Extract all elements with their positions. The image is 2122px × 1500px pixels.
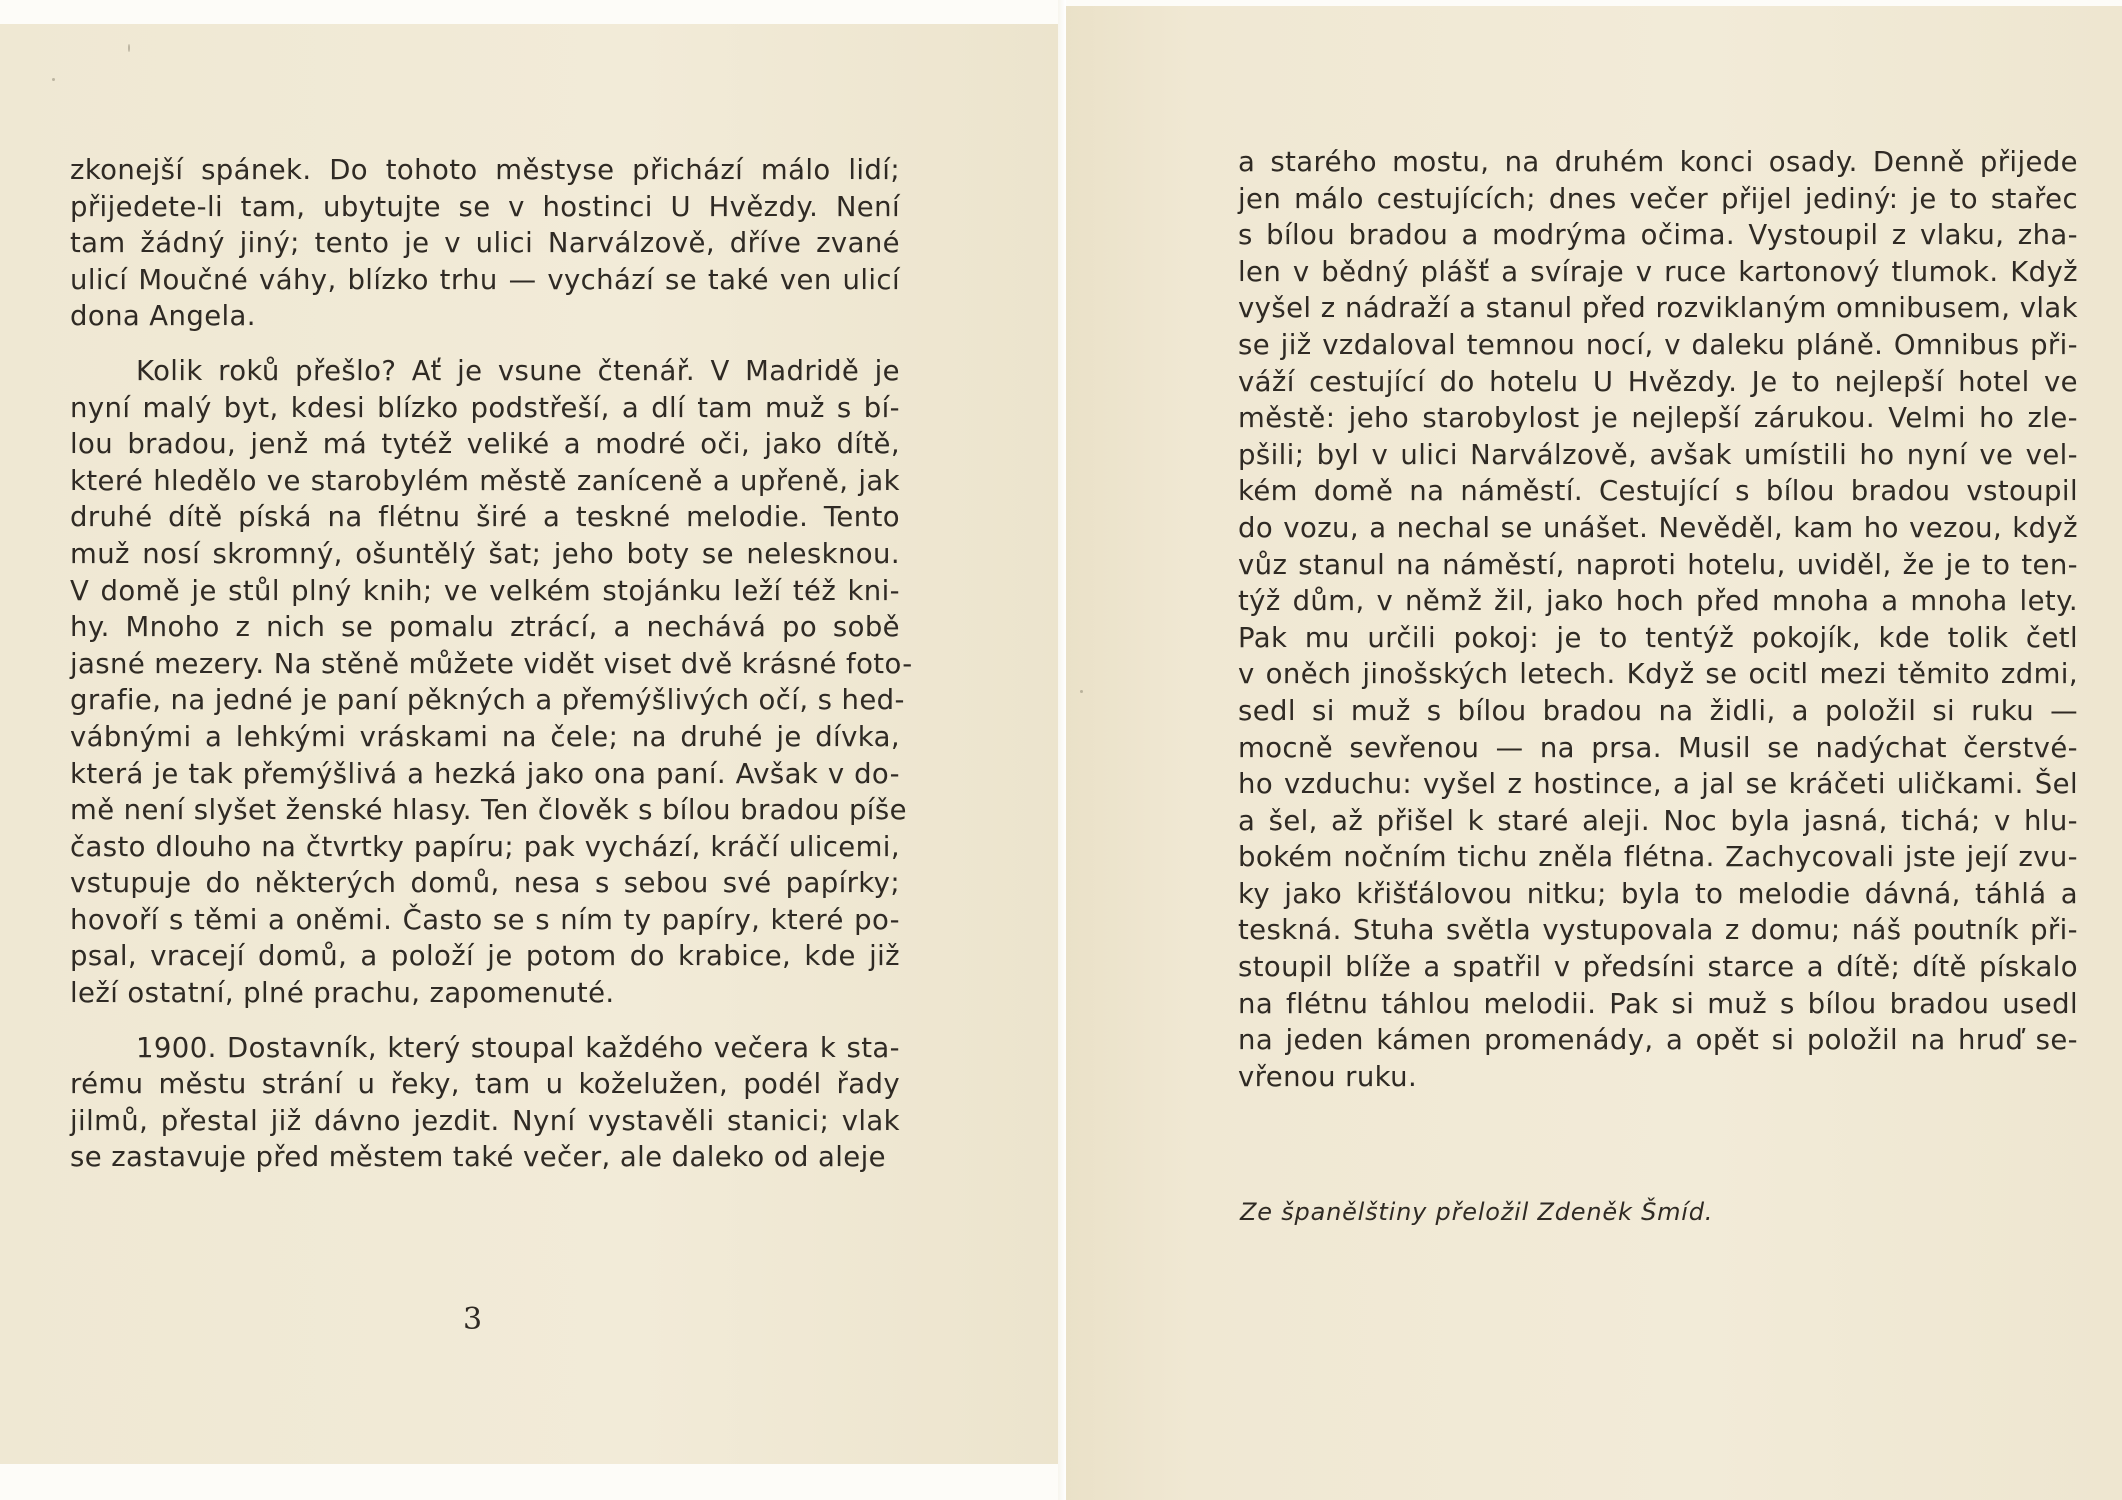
- text-line: sedl si muž s bílou bradou na židli, a položil si ruku —: [1238, 694, 2078, 727]
- text-line: teskná. Stuha světla vystupovala z domu; náš poutník při-: [1238, 914, 2078, 947]
- text-line: vůz stanul na náměstí, naproti hotelu, uviděl, že je to ten-: [1238, 548, 2078, 581]
- text-line: vstupuje do některých domů, nesa s sebou své papírky;: [70, 867, 900, 900]
- text-line: 1900. Dostavník, který stoupal každého večera k sta-: [136, 1031, 900, 1064]
- text-line: a starého mostu, na druhém konci osady. Denně přijede: [1238, 146, 2078, 178]
- text-line: dona Angela.: [70, 300, 256, 333]
- text-line: na jeden kámen promenády, a opět si položil na hruď se-: [1238, 1024, 2078, 1057]
- book-gutter: [1058, 0, 1066, 1500]
- text-line: V domě je stůl plný knih; ve velkém stojánku leží též kni-: [70, 574, 900, 607]
- text-line: do vozu, a nechal se unášet. Nevěděl, kam ho vezou, když: [1238, 511, 2078, 544]
- text-line: vřenou ruku.: [1238, 1060, 1418, 1093]
- paper-speck: [1080, 690, 1083, 693]
- page-number: 3: [463, 1302, 483, 1337]
- text-line: v oněch jinošských letech. Když se ocitl mezi těmito zdmi,: [1238, 658, 2078, 691]
- text-line: pšili; byl v ulici Narválzově, avšak umístili ho nyní ve vel-: [1238, 438, 2078, 471]
- text-line: ho vzduchu: vyšel z hostince, a jal se kráčeti uličkami. Šel: [1238, 768, 2078, 801]
- text-line: ulicí Moučné váhy, blízko trhu — vychází se také ven ulicí: [70, 263, 900, 296]
- text-line: grafie, na jedné je paní pěkných a přemýšlivých očí, s hed-: [70, 684, 905, 717]
- text-line: Pak mu určili pokoj: je to tentýž pokojík, kde tolik četl: [1238, 621, 2078, 654]
- text-line: hy. Mnoho z nich se pomalu ztrácí, a nechává po sobě: [70, 611, 900, 644]
- text-line: tam žádný jiný; tento je v ulici Narválzově, dříve zvané: [70, 227, 900, 260]
- text-line: mě není slyšet ženské hlasy. Ten člověk s bílou bradou píše: [70, 794, 907, 827]
- left-page-text: [70, 152, 913, 1176]
- text-line: jilmů, přestal již dávno jezdit. Nyní vystavěli stanici; vlak: [70, 1104, 900, 1137]
- text-line: stoupil blíže a spatřil v předsíni starce a dítě; dítě pískalo: [1238, 951, 2078, 984]
- text-line: často dlouho na čtvrtky papíru; pak vychází, kráčí ulicemi,: [70, 830, 900, 863]
- text-line: a šel, až přišel k staré aleji. Noc byla jasná, tichá; v hlu-: [1238, 804, 2078, 837]
- text-line: leží ostatní, plné prachu, zapomenuté.: [70, 977, 615, 1010]
- text-line: bokém nočním tichu zněla flétna. Zachycovali jste její zvu-: [1238, 841, 2078, 874]
- text-line: městě: jeho starobylost je nejlepší zárukou. Velmi ho zle-: [1238, 402, 2078, 435]
- text-line: psal, vracejí domů, a položí je potom do krabice, kde již: [70, 940, 900, 973]
- text-line: lou bradou, jenž má tytéž veliké a modré oči, jako dítě,: [70, 428, 900, 461]
- text-line: týž dům, v němž žil, jako hoch před mnoha a mnoha lety.: [1238, 585, 2078, 618]
- paragraph: [70, 152, 900, 335]
- paragraph: [1238, 144, 2078, 1095]
- text-line: mocně sevřenou — na prsa. Musil se nadýchat čerstvé-: [1238, 731, 2078, 764]
- text-line: které hledělo ve starobylém městě zaníceně a upřeně, jak: [70, 464, 900, 497]
- text-line: muž nosí skromný, ošuntělý šat; jeho boty se nelesknou.: [70, 537, 900, 570]
- text-line: len v bědný plášť a svíraje v ruce kartonový tlumok. Když: [1238, 255, 2078, 288]
- paragraph-gap: [70, 335, 900, 353]
- text-line: druhé dítě píská na flétnu širé a teskné melodie. Tento: [70, 501, 900, 534]
- text-line: jasné mezery. Na stěně můžete vidět viset dvě krásné foto-: [70, 647, 913, 680]
- text-line: Kolik roků přešlo? Ať je vsune čtenář. V Madridě je: [136, 354, 900, 387]
- paragraph: [70, 1030, 900, 1176]
- text-line: vyšel z nádraží a stanul před rozviklaným omnibusem, vlak: [1238, 292, 2078, 325]
- text-line: přijedete-li tam, ubytujte se v hostinci U Hvězdy. Není: [70, 190, 900, 223]
- text-line: vábnými a lehkými vráskami na čele; na druhé je dívka,: [70, 720, 900, 753]
- text-line: ky jako křišťálovou nitku; byla to melodie dávná, táhlá a: [1238, 877, 2078, 910]
- paper-speck: [128, 44, 130, 52]
- text-line: se zastavuje před městem také večer, ale daleko od aleje: [70, 1141, 886, 1174]
- text-line: hovoří s těmi a oněmi. Často se s ním ty papíry, které po-: [70, 903, 900, 936]
- text-line: nyní malý byt, kdesi blízko podstřeší, a dlí tam muž s bí-: [70, 391, 900, 424]
- text-line: jen málo cestujících; dnes večer přijel jediný: je to stařec: [1238, 182, 2078, 215]
- text-line: rému městu strání u řeky, tam u koželužen, podél řady: [70, 1068, 900, 1101]
- right-page-text: [1238, 144, 2078, 1095]
- paragraph-gap: [70, 1012, 900, 1030]
- text-line: s bílou bradou a modrýma očima. Vystoupil z vlaku, zha-: [1238, 219, 2078, 252]
- text-line: na flétnu táhlou melodii. Pak si muž s bílou bradou usedl: [1238, 987, 2078, 1020]
- text-line: váží cestující do hotelu U Hvězdy. Je to nejlepší hotel ve: [1238, 365, 2078, 398]
- paper-speck: [52, 78, 55, 81]
- text-line: zkonejší spánek. Do tohoto městyse přichází málo lidí;: [70, 154, 900, 186]
- paragraph: [70, 353, 913, 1012]
- text-line: se již vzdaloval temnou nocí, v daleku pláně. Omnibus při-: [1238, 328, 2078, 361]
- text-line: kém domě na náměstí. Cestující s bílou bradou vstoupil: [1238, 475, 2078, 508]
- text-line: která je tak přemýšlivá a hezká jako ona paní. Avšak v do-: [70, 757, 900, 790]
- translator-credit: Ze španělštiny přeložil Zdeněk Šmíd.: [1240, 1198, 1714, 1226]
